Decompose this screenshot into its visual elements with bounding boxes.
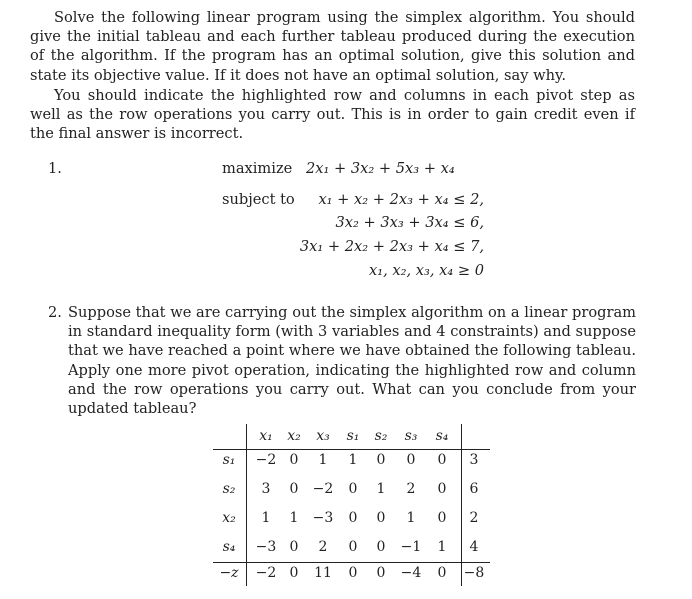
tableau-rhs-cell: 6: [469, 481, 479, 497]
maximize-label: maximize: [222, 160, 293, 177]
tableau-row-label: s₄: [222, 539, 236, 555]
tableau-cell: 1: [406, 510, 416, 526]
tableau-cell: 1: [289, 510, 299, 526]
tableau-cell: −4: [400, 565, 422, 581]
tableau-rhs-cell: 4: [469, 539, 479, 555]
constraint-3: 3x₁ + 2x₂ + 2x₃ + x₄ ≤ 7,: [299, 238, 484, 255]
tableau-cell: −2: [255, 452, 277, 468]
tableau-cell: 0: [406, 452, 416, 468]
intro-paragraph-2: You should indicate the highlighted row and columns in each pivot step as well as the row operations you carry out. This is in order to gain credit even if the final answer is incorrect.: [30, 87, 635, 143]
tableau-cell: 2: [318, 539, 328, 555]
constraint-1: x₁ + x₂ + 2x₃ + x₄ ≤ 2,: [318, 191, 484, 208]
tableau-cell: 0: [437, 565, 447, 581]
tableau-cell: 1: [376, 481, 386, 497]
tableau-row-label: s₁: [222, 452, 236, 468]
tableau-cell: 0: [289, 565, 299, 581]
tableau-cell: 0: [437, 452, 447, 468]
question-2: [48, 303, 636, 418]
tableau-cell: 0: [376, 539, 386, 555]
intro-paragraph-1: Solve the following linear program using the simplex algorithm. You should give the initial tableau and each further tableau produced during the execution of the algorithm. If the program has an optimal solution, give this solution and state its objective value. If it does not have an optimal solution, say why.: [30, 9, 635, 84]
tableau-row-label: x₂: [222, 510, 236, 526]
tableau-horizontal-rule-header: [213, 449, 490, 450]
tableau-horizontal-rule-objective: [213, 562, 490, 563]
tableau-header: s₂: [374, 428, 388, 444]
question-1-number: 1.: [48, 160, 62, 177]
tableau-cell: 0: [348, 481, 358, 497]
tableau-cell: 1: [261, 510, 271, 526]
question-2-number: 2.: [48, 304, 62, 321]
tableau-header: s₃: [404, 428, 418, 444]
tableau-cell: 0: [376, 510, 386, 526]
tableau-rhs-cell: 3: [469, 452, 479, 468]
constraint-2: 3x₂ + 3x₃ + 3x₄ ≤ 6,: [335, 214, 484, 231]
tableau-rhs-cell: −8: [463, 565, 485, 581]
tableau-row-label: s₂: [222, 481, 236, 497]
question-2-text: Suppose that we are carrying out the simplex algorithm on a linear program in standard inequality form (with 3 variables and 4 constraints) and suppose that we have reached a point where we have obtained the following tableau. Apply one more pivot operation, indicating the highlighted row and column and the row operations you carry out. What can you conclude from your updated tableau?: [68, 304, 636, 418]
tableau-cell: 0: [348, 539, 358, 555]
tableau-header: x₃: [316, 428, 330, 444]
tableau-row-label: −z: [219, 565, 239, 581]
tableau-cell: 11: [314, 565, 332, 581]
tableau-cell: 0: [376, 565, 386, 581]
tableau-cell: −3: [312, 510, 334, 526]
tableau-cell: −2: [312, 481, 334, 497]
tableau-cell: 0: [437, 510, 447, 526]
subject-to-label: subject to: [222, 191, 295, 208]
tableau-cell: 0: [348, 565, 358, 581]
tableau-cell: 0: [289, 539, 299, 555]
tableau-cell: −2: [255, 565, 277, 581]
tableau-cell: 0: [289, 481, 299, 497]
tableau-header: s₁: [346, 428, 360, 444]
tableau-header: x₁: [259, 428, 273, 444]
tableau-header: s₄: [435, 428, 449, 444]
tableau-cell: 0: [376, 452, 386, 468]
tableau-cell: −1: [400, 539, 422, 555]
tableau-cell: 0: [348, 510, 358, 526]
tableau-cell: 1: [437, 539, 447, 555]
tableau-header: x₂: [287, 428, 301, 444]
tableau-cell: 1: [348, 452, 358, 468]
tableau-cell: 3: [261, 481, 271, 497]
tableau-cell: 2: [406, 481, 416, 497]
tableau-cell: 0: [437, 481, 447, 497]
objective-function: 2x₁ + 3x₂ + 5x₃ + x₄: [306, 160, 455, 177]
tableau-cell: 1: [318, 452, 328, 468]
constraint-4: x₁, x₂, x₃, x₄ ≥ 0: [369, 262, 484, 279]
tableau-cell: 0: [289, 452, 299, 468]
tableau-cell: −3: [255, 539, 277, 555]
tableau-rhs-cell: 2: [469, 510, 479, 526]
